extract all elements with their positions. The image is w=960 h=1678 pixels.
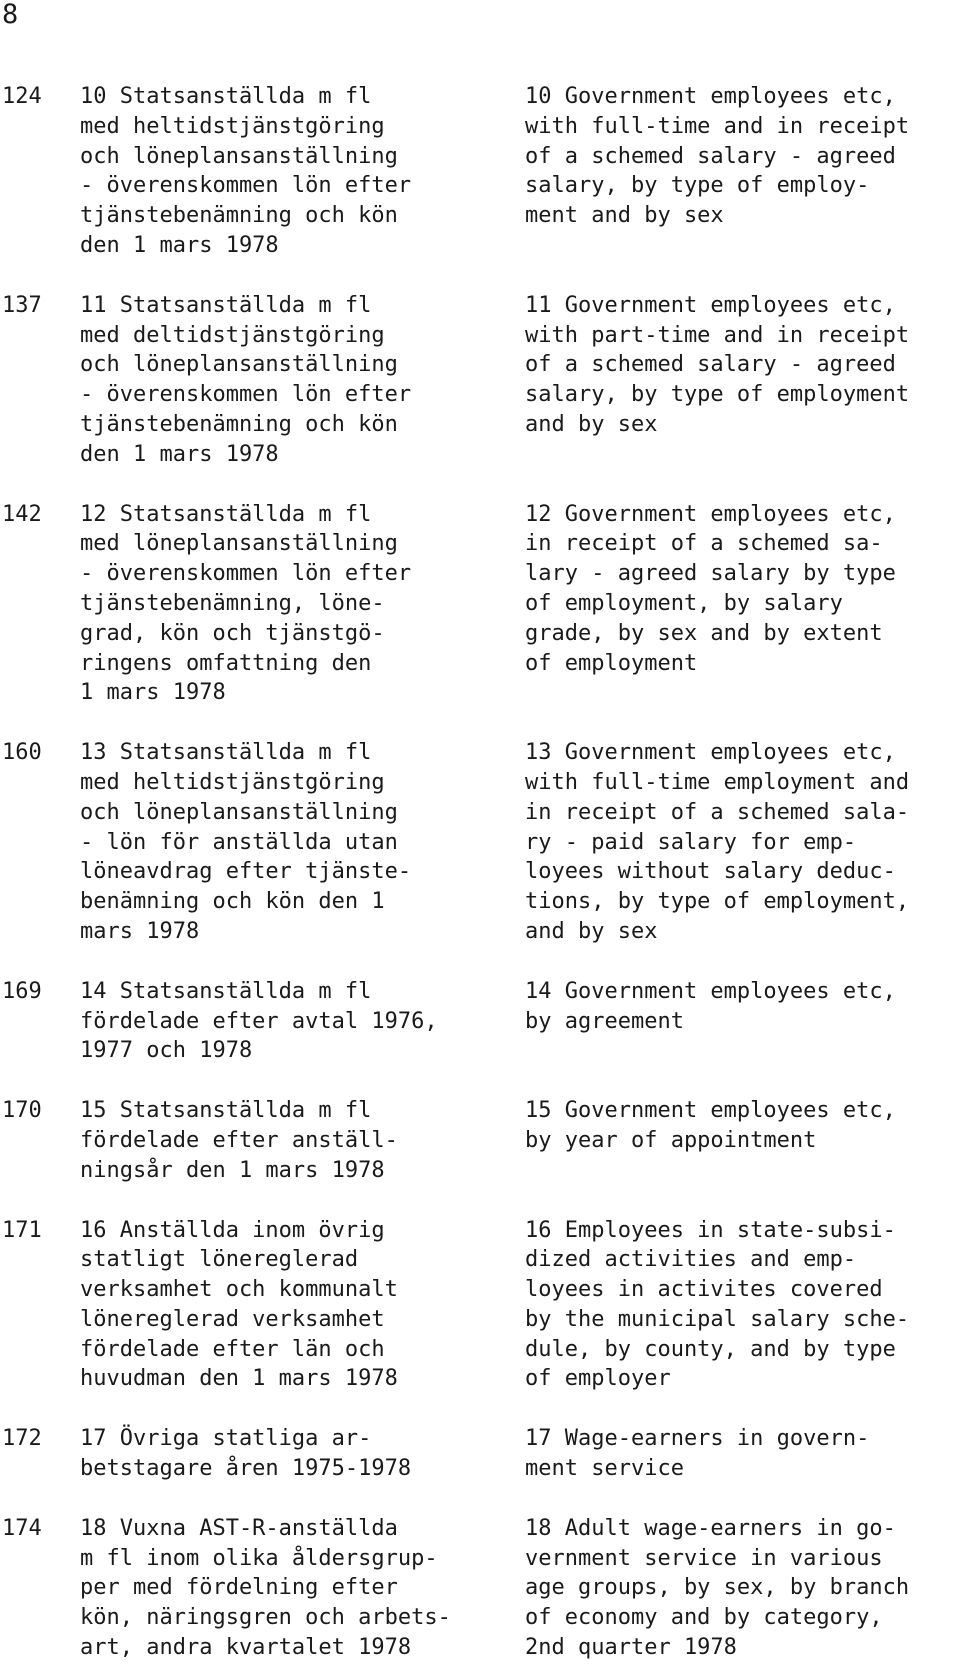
swedish-title-line: statligt lönereglerad: [80, 1247, 359, 1273]
swedish-title-line: m fl inom olika åldersgrup-: [80, 1545, 438, 1571]
swedish-title-line: och löneplansanställning: [80, 799, 398, 825]
entry-page-number: 170: [2, 1098, 42, 1124]
english-title-line: 11 Government employees etc,: [525, 292, 896, 318]
english-title-line: loyees without salary deduc-: [525, 859, 896, 885]
swedish-title-line: verksamhet och kommunalt: [80, 1277, 398, 1303]
english-title-line: tions, by type of employment,: [525, 889, 910, 915]
swedish-title-line: 17 Övriga statliga ar-: [80, 1426, 372, 1452]
english-title-line: dized activities and emp-: [525, 1247, 857, 1273]
entry-english-title: [525, 500, 955, 679]
english-title-line: ry - paid salary for emp-: [525, 829, 857, 855]
swedish-title-line: kön, näringsgren och arbets-: [80, 1605, 451, 1631]
swedish-title-line: lönereglerad verksamhet: [80, 1306, 385, 1332]
swedish-title-line: tjänstebenämning och kön: [80, 203, 398, 229]
swedish-title-line: löneavdrag efter tjänste-: [80, 859, 412, 885]
english-title-line: of employment, by salary: [525, 590, 843, 616]
swedish-title-line: med heltidstjänstgöring: [80, 113, 385, 139]
swedish-title-line: - överenskommen lön efter: [80, 382, 412, 408]
swedish-title-line: ringens omfattning den: [80, 650, 372, 676]
english-title-line: with part-time and in receipt: [525, 322, 910, 348]
swedish-title-line: - överenskommen lön efter: [80, 173, 412, 199]
english-title-line: age groups, by sex, by branch: [525, 1575, 910, 1601]
list-item: [0, 738, 960, 947]
entry-page-number: 172: [2, 1426, 42, 1452]
swedish-title-line: 12 Statsanställda m fl: [80, 501, 372, 527]
english-title-line: grade, by sex and by extent: [525, 620, 883, 646]
english-title-line: of a schemed salary - agreed: [525, 143, 896, 169]
table-of-contents: [0, 82, 960, 1663]
english-title-line: salary, by type of employment: [525, 382, 910, 408]
swedish-title-line: fördelade efter anställ-: [80, 1127, 398, 1153]
entry-swedish-title: [80, 1096, 525, 1185]
entry-swedish-title: [80, 500, 525, 709]
english-title-line: in receipt of a schemed sala-: [525, 799, 910, 825]
entry-page-number: 124: [2, 84, 42, 109]
list-item: [0, 1424, 960, 1484]
swedish-title-line: fördelade efter avtal 1976,: [80, 1008, 438, 1034]
entry-swedish-title: [80, 291, 525, 470]
swedish-title-line: ningsår den 1 mars 1978: [80, 1157, 385, 1183]
entry-page-number: 142: [2, 501, 42, 527]
entry-swedish-title: [80, 1514, 525, 1663]
english-title-line: in receipt of a schemed sa-: [525, 531, 883, 557]
english-title-line: lary - agreed salary by type: [525, 561, 896, 587]
english-title-line: 16 Employees in state-subsi-: [525, 1217, 896, 1243]
entry-swedish-title: [80, 1424, 525, 1484]
english-title-line: 12 Government employees etc,: [525, 501, 896, 527]
swedish-title-line: - överenskommen lön efter: [80, 561, 412, 587]
entry-page-number: 169: [2, 978, 42, 1004]
english-title-line: of a schemed salary - agreed: [525, 352, 896, 378]
english-title-line: by year of appointment: [525, 1127, 817, 1153]
swedish-title-line: och löneplansanställning: [80, 143, 398, 169]
swedish-title-line: 11 Statsanställda m fl: [80, 292, 372, 318]
english-title-line: 15 Government employees etc,: [525, 1098, 896, 1124]
english-title-line: 10 Government employees etc,: [525, 84, 896, 109]
swedish-title-line: 1977 och 1978: [80, 1038, 253, 1064]
entry-swedish-title: [80, 82, 525, 261]
english-title-line: 14 Government employees etc,: [525, 978, 896, 1004]
entry-swedish-title: [80, 1216, 525, 1395]
english-title-line: and by sex: [525, 411, 658, 437]
english-title-line: vernment service in various: [525, 1545, 883, 1571]
list-item: [0, 500, 960, 709]
english-title-line: dule, by county, and by type: [525, 1336, 896, 1362]
swedish-title-line: grad, kön och tjänstgö-: [80, 620, 385, 646]
english-title-line: 2nd quarter 1978: [525, 1635, 737, 1661]
english-title-line: ment service: [525, 1456, 684, 1482]
entry-english-title: [525, 1096, 955, 1156]
english-title-line: of economy and by category,: [525, 1605, 883, 1631]
swedish-title-line: 18 Vuxna AST-R-anställda: [80, 1515, 398, 1541]
page-number: 8: [2, 0, 19, 30]
entry-swedish-title: [80, 738, 525, 947]
list-item: [0, 977, 960, 1066]
entry-english-title: [525, 738, 955, 947]
entry-page-number: 171: [2, 1217, 42, 1243]
swedish-title-line: med heltidstjänstgöring: [80, 769, 385, 795]
swedish-title-line: 1 mars 1978: [80, 680, 226, 706]
swedish-title-line: den 1 mars 1978: [80, 232, 279, 258]
swedish-title-line: 14 Statsanställda m fl: [80, 978, 372, 1004]
english-title-line: of employment: [525, 650, 698, 676]
english-title-line: 18 Adult wage-earners in go-: [525, 1515, 896, 1541]
entry-english-title: [525, 82, 955, 231]
entry-page-number: 137: [2, 292, 42, 318]
list-item: [0, 1096, 960, 1185]
entry-english-title: [525, 1514, 955, 1663]
swedish-title-line: mars 1978: [80, 918, 200, 944]
english-title-line: of employer: [525, 1366, 671, 1392]
english-title-line: salary, by type of employ-: [525, 173, 870, 199]
english-title-line: by the municipal salary sche-: [525, 1306, 910, 1332]
swedish-title-line: huvudman den 1 mars 1978: [80, 1366, 398, 1392]
swedish-title-line: 10 Statsanställda m fl: [80, 84, 372, 109]
swedish-title-line: med löneplansanställning: [80, 531, 398, 557]
entry-page-number: 160: [2, 740, 42, 766]
list-item: [0, 291, 960, 470]
english-title-line: ment and by sex: [525, 203, 724, 229]
swedish-title-line: 13 Statsanställda m fl: [80, 740, 372, 766]
entry-english-title: [525, 291, 955, 440]
english-title-line: by agreement: [525, 1008, 684, 1034]
swedish-title-line: art, andra kvartalet 1978: [80, 1635, 412, 1661]
entry-swedish-title: [80, 977, 525, 1066]
swedish-title-line: benämning och kön den 1: [80, 889, 385, 915]
swedish-title-line: tjänstebenämning och kön: [80, 411, 398, 437]
entry-english-title: [525, 977, 955, 1037]
swedish-title-line: tjänstebenämning, löne-: [80, 590, 385, 616]
english-title-line: 13 Government employees etc,: [525, 740, 896, 766]
list-item: [0, 1216, 960, 1395]
english-title-line: with full-time employment and: [525, 769, 910, 795]
entry-page-number: 174: [2, 1515, 42, 1541]
english-title-line: 17 Wage-earners in govern-: [525, 1426, 870, 1452]
swedish-title-line: betstagare åren 1975-1978: [80, 1456, 412, 1482]
entry-english-title: [525, 1216, 955, 1395]
english-title-line: and by sex: [525, 918, 658, 944]
swedish-title-line: fördelade efter län och: [80, 1336, 385, 1362]
english-title-line: loyees in activites covered: [525, 1277, 883, 1303]
swedish-title-line: den 1 mars 1978: [80, 441, 279, 467]
english-title-line: with full-time and in receipt: [525, 113, 910, 139]
swedish-title-line: och löneplansanställning: [80, 352, 398, 378]
list-item: [0, 1514, 960, 1663]
entry-english-title: [525, 1424, 955, 1484]
swedish-title-line: 16 Anställda inom övrig: [80, 1217, 385, 1243]
swedish-title-line: med deltidstjänstgöring: [80, 322, 385, 348]
swedish-title-line: 15 Statsanställda m fl: [80, 1098, 372, 1124]
swedish-title-line: - lön för anställda utan: [80, 829, 398, 855]
swedish-title-line: per med fördelning efter: [80, 1575, 398, 1601]
list-item: [0, 82, 960, 261]
